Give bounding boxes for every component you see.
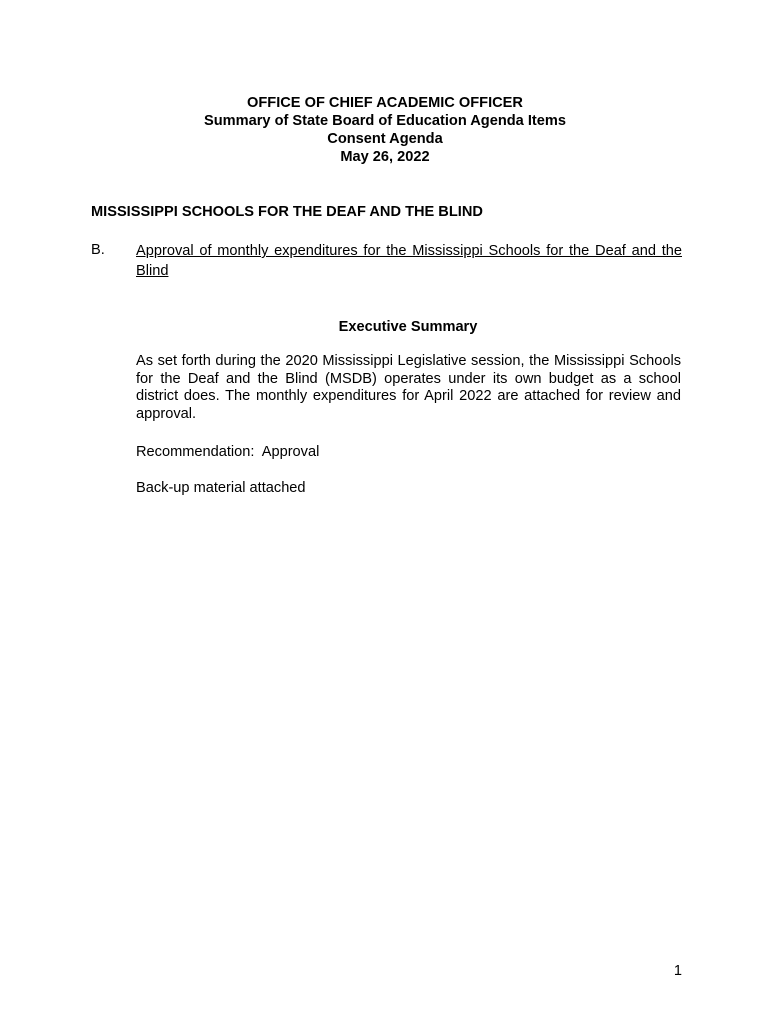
item-letter: B. bbox=[91, 242, 105, 258]
section-heading: MISSISSIPPI SCHOOLS FOR THE DEAF AND THE BLIND bbox=[91, 204, 483, 220]
recommendation: Recommendation: Approval bbox=[136, 444, 320, 460]
executive-summary-body: As set forth during the 2020 Mississippi Legislative session, the Mississippi Schools for the Deaf and the Blind (MSDB) operates under its own budget as a school district does. The monthly expenditures for April 2022 are attached for review and approval. bbox=[136, 353, 681, 422]
backup-note: Back-up material attached bbox=[136, 480, 306, 496]
meeting-date: May 26, 2022 bbox=[340, 149, 430, 165]
summary-title: Summary of State Board of Education Agenda Items bbox=[204, 113, 566, 129]
agenda-type: Consent Agenda bbox=[327, 131, 443, 147]
document-header bbox=[0, 94, 770, 166]
office-title: OFFICE OF CHIEF ACADEMIC OFFICER bbox=[247, 95, 523, 111]
page-number: 1 bbox=[673, 963, 682, 979]
executive-summary-heading: Executive Summary bbox=[338, 319, 478, 335]
item-title: Approval of monthly expenditures for the Mississippi Schools for the Deaf and the Blind bbox=[136, 243, 682, 279]
